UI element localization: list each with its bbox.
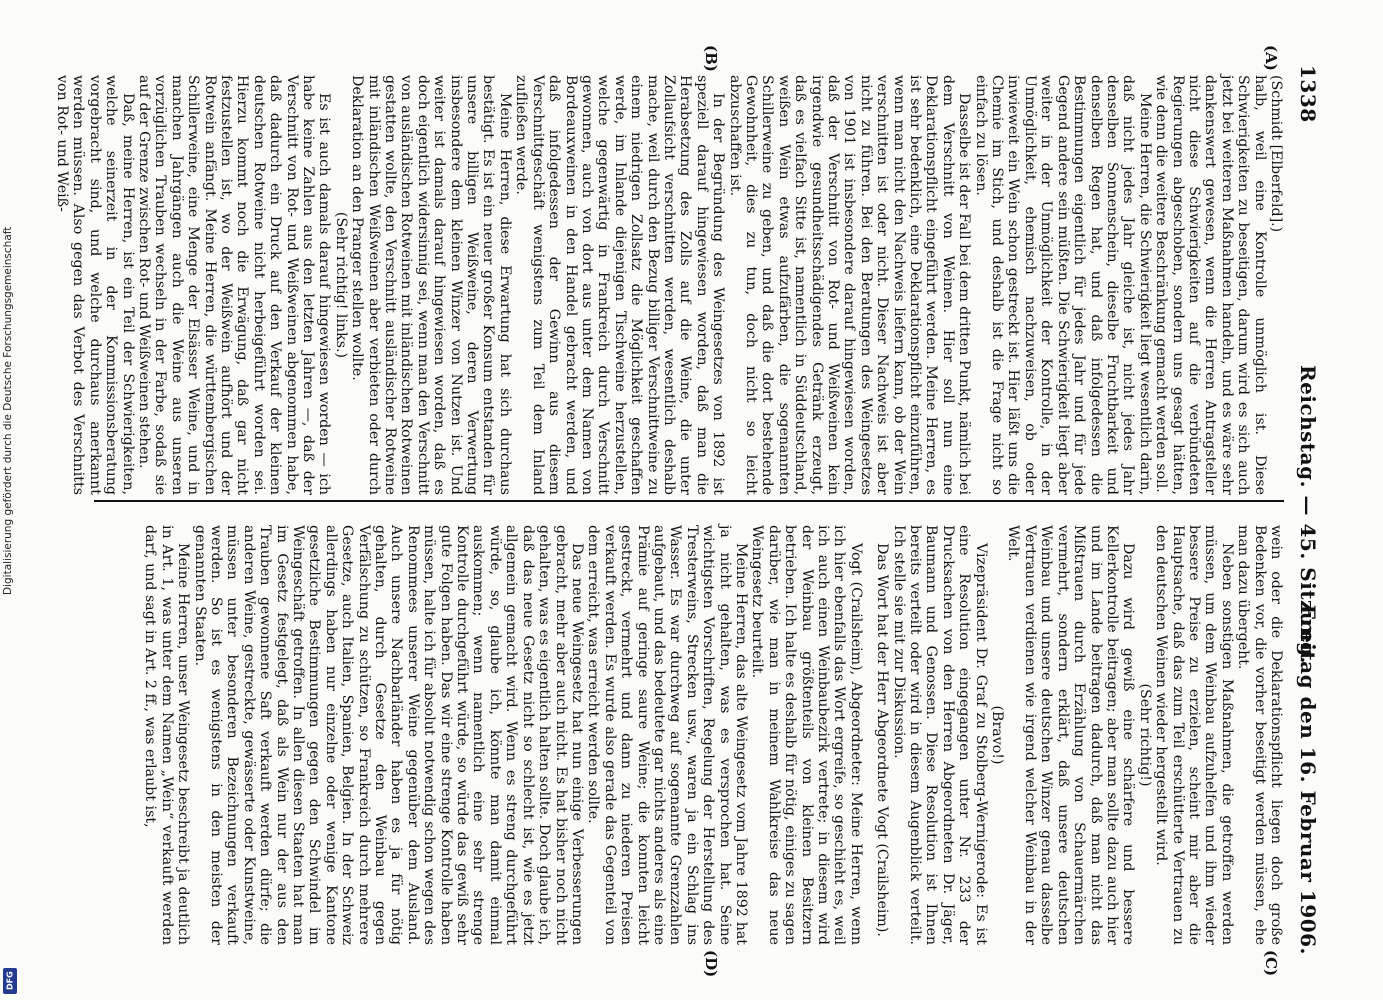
margin-marker-a: (A)	[1262, 45, 1280, 71]
right-text-column	[94, 525, 1284, 945]
paragraph: Meine Herren, unser Weingesetz beschreibt ja deutlich in Art. 1, was unter dem Namen „Wein“ verkauft werden darf, und sagt in Art. 2 ff., was erlaubt ist,	[142, 525, 192, 945]
margin-marker-b: (B)	[702, 45, 720, 72]
page-number: 1338	[1296, 65, 1320, 123]
paragraph: (Sehr richtig!)	[1136, 683, 1153, 787]
paragraph: Daß, meine Herren, ist ein Teil der Schwierigkeiten, welche seinerzeit in der Kommissionsberatung vorgebracht sind, und welche durchaus anerkannt werden müssen. Also gegen das Verbot des Verschnitts von Rot- und Weiß-	[53, 75, 136, 495]
paragraph: Dasselbe ist der Fall bei dem dritten Punkt, nämlich bei dem Verschnitt von Weinen. Hier soll nun eine Deklarationspflicht eingeführt werden. Meine Herren, es ist sehr bedenklich, eine Deklarationspflicht einzuführen, wenn man nicht den Nachweis liefern kann, ob der Wein verschnitten ist oder nicht. Dieser Nachweis ist aber nicht zu führen. Bei den Beratungen des Weingesetzes von 1901 ist insbesondere darauf hingewiesen worden, daß der Verschnitt von Rot- und Weißweinen kein irgendwie gesundheitsschädigendes Getränk erzeugt, daß es vielfach Sitte ist, namentlich in Süddeutschland, weißen Wein etwas aufzufärben, die sogenannten Schillerweine zu geben, und daß die dort bestehende Gewohnheit, dies zu tun, doch nicht so leicht abzuschaffen ist.	[726, 75, 973, 495]
paragraph: Vizepräsident Dr. Graf zu Stolberg-Wernigerode: Es ist eine Resolution eingegangen unter Nr. 233 der Drucksachen von den Herren Abgeordneten Dr. Jäger, Baumann und Genossen. Diese Resolution ist Ihnen bereits verteilt oder wird in diesem Augenblick verteilt. Ich stelle sie mit zur Diskussion.	[890, 525, 989, 945]
digitization-credit: Digitalisierung gefördert durch die Deutsche Forschungsgemeinschaft	[2, 226, 14, 595]
paragraph: Neben sonstigen Maßnahmen, die getroffen werden müssen, um dem Weinbau aufzuhelfen und ihm wieder bessere Preise zu erzielen, scheint mir aber die Hauptsache, daß das zum Teil erschütterte Vertrauen zu den deutschen Weinen wieder hergestellt wird.	[1153, 525, 1235, 945]
paragraph: (Schmidt [Elberfeld].)	[1268, 75, 1284, 233]
paragraph: Vogt (Crailsheim), Abgeordneter: Meine Herren, wenn ich hier ebenfalls das Wort ergreife, so geschieht es, weil ich auch einen Weinbaubezirk vertrete; in diesem wird der Weinbau größtenteils von kleinen Besitzern betrieben. Ich halte es deshalb für nötig, einiges zu sagen darüber, wie man in meinem Wahlkreise das neue Weingesetz beurteilt.	[749, 525, 864, 945]
paragraph: Meine Herren, diese Erwartung hat sich durchaus bestätigt. Es ist ein neuer großer Konsum entstanden für unsere billigen Weißweine, deren Verwertung insbesondere dem kleinen Winzer von Nutzen ist. Und weiter ist damals darauf hingewiesen worden, daß es doch eigentlich widersinnig sei, wenn man den Verschnitt von ausländischen Rotweinen mit inländischen Rotweinen gestatten wollte, den Verschnitt ausländischer Rotweine mit inländischen Weißweinen aber verbieten oder durch Deklaration an den Pranger stellen wollte.	[349, 75, 513, 495]
paragraph: Meine Herren, das alte Weingesetz vom Jahre 1892 hat ja nicht gehalten, was es versprochen hat. Seine wichtigsten Vorschriften, Regelung der Herstellung des Tresterweins, Strecken usw., waren ja ein Schlag ins Wasser. Es war durchweg auf sogenannte Grenzzahlen aufgebaut, und das bedeutete gar nichts anderes als eine Prämie auf geringe saure Weine; die konnten leicht gestreckt, vermehrt und dann zu niederen Preisen verkauft werden. Es wurde also gerade das Gegenteil von dem erreicht, was erreicht werden sollte.	[585, 525, 749, 945]
left-text-column	[53, 75, 1284, 495]
margin-marker-c: (C)	[1262, 950, 1280, 977]
paragraph: Dazu wird gewiß eine schärfere und bessere Kellerkontrolle beitragen; aber man sollte dazu auch hier und im Lande beitragen dadurch, daß man nicht das Mißtrauen durch Erzählung von Schauermärchen vermehrt, sondern erklärt, daß unsere deutschen Weinbau und unsere deutschen Winzer genau dasselbe Vertrauen verdienen wie irgend welcher Weinbau in der Welt.	[1005, 525, 1137, 945]
page-header	[1292, 65, 1320, 955]
paragraph: wein oder die Deklarationspflicht liegen doch große Bedenken vor, die vorher beseitigt werden müssen, ehe man dazu übergeht.	[1235, 525, 1284, 945]
margin-marker-d: (D)	[702, 950, 720, 978]
paragraph: Meine Herren, die Schwierigkeit liegt wesentlich darin, daß nicht jedes Jahr gleiche ist, nicht jedes Jahr denselben Sonnenschein, dieselbe Fruchtbarkeit und denselben Regen hat, und daß infolgedessen die Bestimmungen eigentlich für jedes Jahr und für jede Gegend andere sein müßten. Die Schwierigkeit liegt aber weiter in der Unmöglichkeit der Kontrolle, in der Unmöglichkeit, ehemisch nachzuweisen, ob oder inwieweit ein Wein schon gestreckt ist. Hier läßt uns die Chemie im Stich, und deshalb ist die Frage nicht so einfach zu lösen.	[972, 75, 1153, 495]
paragraph-separator	[864, 525, 874, 945]
rotated-newspaper-sheet	[53, 45, 1320, 978]
dfg-logo: DFG	[3, 968, 17, 994]
paragraph: halb, weil eine Kontrolle unmöglich ist. Diese Schwierigkeiten zu beseitigen, darum wird es sich auch jetzt bei weiteren Maßnahmen handeln, und es wäre sehr dankenswert gewesen, wenn die Herren Antragsteller nicht diese Schwierigkeiten auf die verbündeten Regierungen abgeschoben, sondern uns gesagt hätten, wie denn die weitere Beschränkung gemacht werden soll.	[1153, 75, 1268, 495]
paragraph: Es ist auch damals darauf hingewiesen worden — ich habe keine Zahlen aus den letzten Jahren —, daß der Verschnitt von Rot- und Weißweinen abgenommen habe, daß dadurch ein Druck auf den Verkauf der kleinen deutschen Rotweine nicht herbeigeführt worden sei. Hierzu kommt noch die Erwägung, daß gar nicht festzustellen ist, wo der Weißwein aufhört und der Rotwein anfängt. Meine Herren, die württembergischen Schillerweine, eine Menge der Elsässer Weine, und in manchen Jahrgängen auch die Weine aus unseren vorzüglichen Trauben wechseln in der Farbe, sodaß sie auf der Grenze zwischen Rot- und Weißweinen stehen.	[135, 75, 333, 495]
paragraph: In der Begründung des Weingesetzes von 1892 ist speziell darauf hingewiesen worden, daß man die Herabsetzung des Zolls auf die Weine, die unter Zollaufsicht verschnitten werden, wesentlich deshalb mache, weil durch den Bezug billiger Verschnittweine zu einem niedrigen Zollsatz die Möglichkeit geschaffen werde, im Inlande diejenigen Tischweine herzustellen, welche gegenwärtig in Frankreich durch Verschnitt gewonnen, auch von dort aus unter dem Namen von Bordeauxweinen in den Handel gebracht werden, und daß infolgedessen der Gewinn aus diesem Verschnittgeschäft wenigstens zum Teil dem Inland zufließen werde.	[513, 75, 727, 495]
paragraph: Das neue Weingesetz hat nun einige Verbesserungen gebracht, mehr aber auch nicht. Es hat bisher noch nicht gehalten, was es eigentlich halten sollte. Doch glaube ich, daß das neue Gesetz nicht so schlecht ist, wie es jetzt allgemein gemacht wird. Wenn es streng durchgeführt würde, so, glaube ich, könnte man damit einmal auskommen; wenn namentlich eine sehr strenge Kontrolle durchgeführt würde, so würde das gewiß sehr gute Folgen haben. Das wir eine strenge Kontrolle haben müssen, halte ich für absolut notwendig schon wegen des Renommees unserer Weine gegenüber dem Ausland. Auch unsere Nachbarländer haben es ja für nötig gehalten, durch Gesetze den Weinbau gegen Verfälschung zu schützen, so Frankreich durch mehrere Gesetze, auch Italien, Spanien, Belgien. In der Schweiz allerdings haben nur einzelne oder wenige Kantone gesetzliche Bestimmungen gegen den Schwindel im Weingeschäft getroffen. In allen diesen Staaten hat man im Gesetz festgelegt, daß als Wein nur der aus den Trauben gewonnene Saft verkauft werden dürfe; die anderen Weine, gestreckte, gewässerte oder Kunstweine, müssen unter besonderen Bezeichnungen verkauft werden. So ist es wenigstens in den meisten der genannten Staaten.	[191, 525, 585, 945]
paragraph: (Bravo!)	[989, 705, 1006, 765]
paragraph: Das Wort hat der Herr Abgeordnete Vogt (Crailsheim).	[874, 543, 891, 937]
column-divider	[94, 500, 1284, 502]
paragraph: (Sehr richtig! links.)	[332, 211, 349, 359]
session-date: Freitag den 16. Februar 1906.	[1296, 604, 1320, 955]
session-title: Reichstag. — 45. Sitzung.	[1296, 365, 1320, 664]
